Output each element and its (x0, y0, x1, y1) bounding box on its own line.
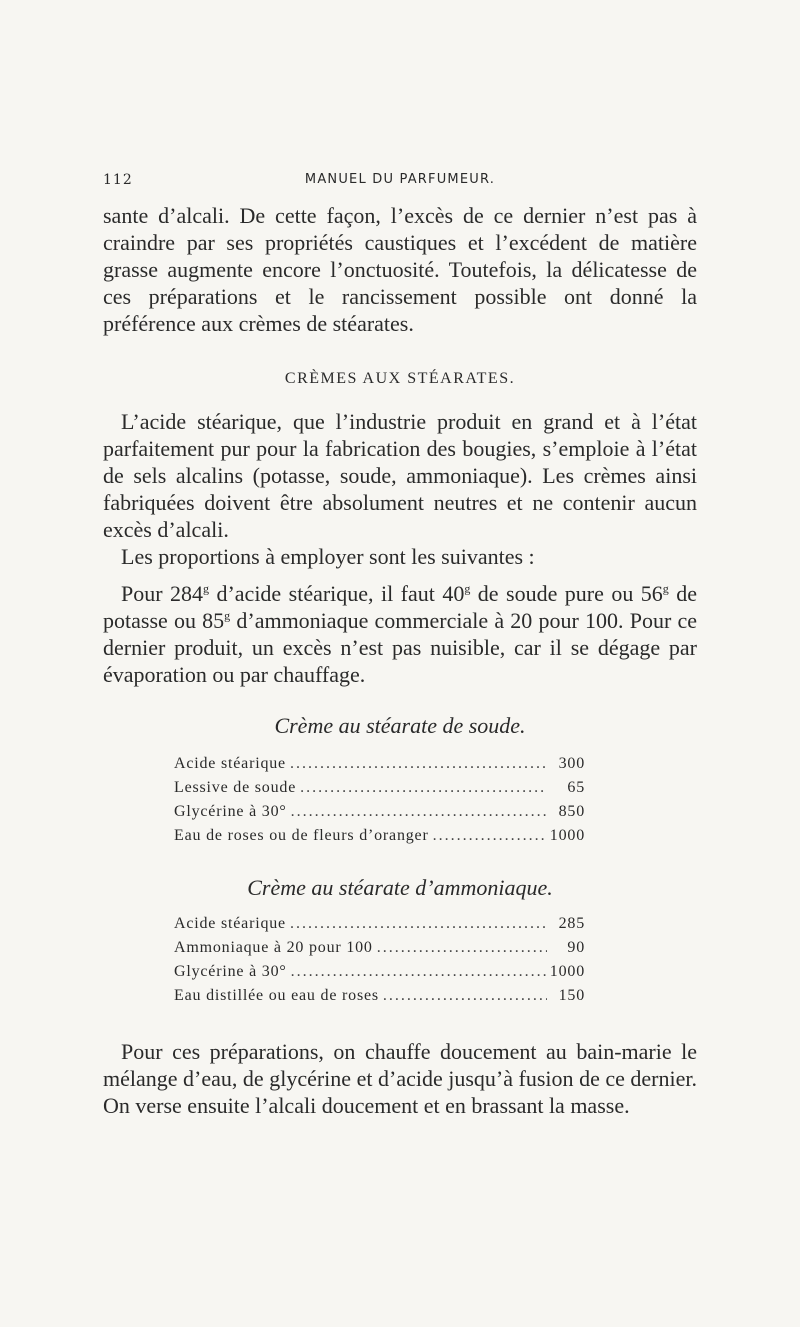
ingredient-name: Lessive de soude (174, 779, 297, 796)
intro-paragraph: sante d’alcali. De cette façon, l’excès de ce dernier n’est pas à craindre par ses propriétés caustiques et l’excédent de matière grasse augmente encore l’onctuosité. Toutefois, la délicatesse de ces préparations et le rancissement possible ont donné la préférence aux crèmes de stéarates. (103, 203, 697, 336)
running-head (103, 172, 697, 194)
section-title: CRÈMES AUX STÉARATES. (284, 370, 516, 387)
dot-leader (291, 803, 547, 821)
recipe-title-ammoniaque: Crème au stéarate d’ammoniaque. (247, 875, 553, 900)
recipe-row (174, 827, 585, 851)
quantities-text-1: Pour 284 (121, 581, 204, 606)
running-title: MANUEL DU PARFUMEUR. (304, 172, 496, 187)
paragraph-quantities (103, 580, 697, 688)
recipe-title-soude: Crème au stéarate de soude. (274, 713, 526, 738)
ingredient-quantity: 1000 (549, 827, 585, 844)
dot-leader (383, 987, 547, 1005)
recipe-row (174, 803, 585, 827)
gram-unit: g (224, 608, 231, 623)
ingredient-name: Glycérine à 30° (174, 803, 287, 820)
ingredient-quantity: 850 (558, 803, 585, 820)
recipe-row (174, 755, 585, 779)
paragraph-closing: Pour ces préparations, on chauffe doucement au bain-marie le mélange d’eau, de glycérine et d’acide jusqu’à fusion de ce dernier. On verse ensuite l’alcali doucement et en brassant la masse. (103, 1039, 697, 1118)
dot-leader (290, 915, 547, 933)
recipe-row (174, 987, 585, 1011)
quantities-text-4: de potasse ou 85 (103, 581, 697, 633)
ingredient-quantity: 1000 (549, 963, 585, 980)
quantities-text-5: d’ammoniaque commerciale à 20 pour 100. Pour ce dernier produit, un excès n’est pas nuisible, car il se dégage par évaporation ou par chauffage. (103, 608, 697, 687)
ingredient-name: Acide stéarique (174, 915, 286, 932)
quantities-text-2: d’acide stéarique, il faut 40 (209, 581, 465, 606)
paragraph-stearic-acid: L’acide stéarique, que l’industrie produit en grand et à l’état parfaitement pur pour la fabrication des bougies, s’emploie à l’état de sels alcalins (potasse, soude, ammoniaque). Les crèmes ainsi fabriquées doivent être absolument neutres et ne contenir aucun excès d’alcali. (103, 409, 697, 542)
ingredient-name: Acide stéarique (174, 755, 286, 772)
recipe-row (174, 779, 585, 803)
dot-leader (377, 939, 547, 957)
dot-leader (300, 779, 547, 797)
ingredient-name: Glycérine à 30° (174, 963, 287, 980)
gram-unit: g (662, 581, 669, 596)
recipe-row (174, 915, 585, 939)
recipe-row (174, 939, 585, 963)
gram-unit: g (203, 581, 210, 596)
ingredient-name: Ammoniaque à 20 pour 100 (174, 939, 373, 956)
paragraph-proportions: Les proportions à employer sont les suivantes : (121, 544, 535, 569)
ingredient-quantity: 90 (567, 939, 585, 956)
recipe-table-soude (174, 755, 585, 851)
ingredient-quantity: 300 (558, 755, 585, 772)
recipe-table-ammoniaque (174, 915, 585, 1011)
dot-leader (291, 963, 546, 981)
ingredient-name: Eau de roses ou de fleurs d’oranger (174, 827, 429, 844)
gram-unit: g (464, 581, 471, 596)
ingredient-quantity: 150 (558, 987, 585, 1004)
ingredient-name: Eau distillée ou eau de roses (174, 987, 379, 1004)
dot-leader (433, 827, 546, 845)
dot-leader (290, 755, 547, 773)
quantities-text-3: de soude pure ou 56 (470, 581, 663, 606)
page-number: 112 (103, 172, 133, 188)
ingredient-quantity: 285 (558, 915, 585, 932)
recipe-row (174, 963, 585, 987)
ingredient-quantity: 65 (567, 779, 585, 796)
